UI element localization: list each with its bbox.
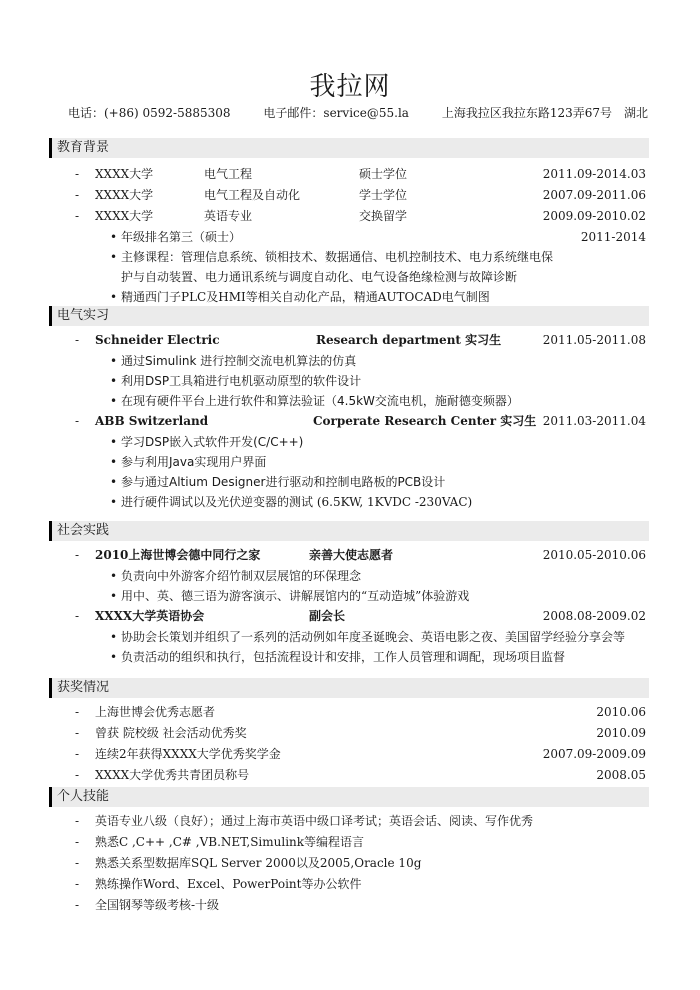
award-row bbox=[49, 744, 649, 765]
award-text: XXXX大学优秀共青团员称号 bbox=[95, 768, 250, 782]
bullet-dot: • bbox=[110, 354, 118, 368]
skill-row bbox=[49, 811, 649, 832]
bullet-dot: • bbox=[110, 589, 118, 603]
date: 2011.09-2014.03 bbox=[542, 167, 646, 181]
section-title-skills: 个人技能 bbox=[49, 787, 649, 807]
list-item bbox=[49, 492, 649, 512]
list-item bbox=[49, 452, 649, 472]
award-text: 上海世博会优秀志愿者 bbox=[95, 705, 216, 719]
section-internship bbox=[49, 306, 649, 512]
dash: - bbox=[75, 726, 80, 740]
organization: 2010上海世博会德中同行之家 bbox=[95, 548, 261, 562]
bullet-dot: • bbox=[110, 230, 118, 244]
dash: - bbox=[75, 814, 80, 828]
date: 2007.09-2009.09 bbox=[542, 747, 646, 761]
major: 电气工程及自动化 bbox=[204, 188, 301, 202]
dash: - bbox=[75, 414, 80, 428]
education-row bbox=[49, 185, 649, 206]
bullet-text: 参与利用Java实现用户界面 bbox=[121, 455, 267, 469]
dash: - bbox=[75, 167, 80, 181]
dash: - bbox=[75, 548, 80, 562]
bullet-text: 进行硬件调试以及光伏逆变器的测试 (6.5KW, 1KVDC -230VAC) bbox=[121, 495, 473, 509]
bullet-text: 精通西门子PLC及HMI等相关自动化产品，精通AUTOCAD电气制图 bbox=[121, 290, 490, 304]
bullet-dot: • bbox=[110, 250, 118, 264]
social-bullets bbox=[49, 627, 649, 667]
bullet-dot: • bbox=[110, 290, 118, 304]
date: 2010.06 bbox=[596, 705, 646, 719]
education-bullets bbox=[49, 227, 649, 307]
job-row bbox=[49, 330, 649, 351]
date: 2010.05-2010.06 bbox=[542, 548, 646, 562]
bullet-dot: • bbox=[110, 495, 118, 509]
section-awards bbox=[49, 678, 649, 786]
address: 上海我拉区我拉东路123弄67号 湖北 bbox=[441, 106, 648, 120]
organization: XXXX大学英语协会 bbox=[95, 609, 205, 623]
list-item bbox=[49, 627, 649, 647]
dash: - bbox=[75, 856, 80, 870]
degree: 交换留学 bbox=[359, 209, 408, 223]
social-row bbox=[49, 545, 649, 566]
bullet-dot: • bbox=[110, 630, 118, 644]
bullet-text: 负责活动的组织和执行，包括流程设计和安排，工作人员管理和调配，现场项目监督 bbox=[121, 650, 566, 664]
dash: - bbox=[75, 188, 80, 202]
list-item bbox=[49, 472, 649, 492]
bullet-text: 通过Simulink 进行控制交流电机算法的仿真 bbox=[121, 354, 357, 368]
date: 2011-2014 bbox=[580, 230, 646, 244]
date: 2011.05-2011.08 bbox=[542, 333, 646, 347]
list-item bbox=[49, 247, 649, 287]
award-row bbox=[49, 702, 649, 723]
phone: 电话：(+86) 0592-5885308 bbox=[68, 106, 231, 120]
section-title-social: 社会实践 bbox=[49, 521, 649, 541]
award-row bbox=[49, 765, 649, 786]
skill-text: 熟悉关系型数据库SQL Server 2000以及2005,Oracle 10g bbox=[95, 856, 422, 870]
dash: - bbox=[75, 209, 80, 223]
date: 2007.09-2011.06 bbox=[542, 188, 646, 202]
skill-text: 英语专业八级（良好）；通过上海市英语中级口译考试；英语会话、阅读、写作优秀 bbox=[95, 814, 534, 828]
degree: 学士学位 bbox=[359, 188, 408, 202]
school: XXXX大学 bbox=[95, 188, 154, 202]
section-skills bbox=[49, 787, 649, 916]
skill-row bbox=[49, 832, 649, 853]
social-bullets bbox=[49, 566, 649, 606]
list-item bbox=[49, 287, 649, 307]
school: XXXX大学 bbox=[95, 209, 154, 223]
skill-row bbox=[49, 874, 649, 895]
list-item bbox=[49, 432, 649, 452]
bullet-text: 学习DSP嵌入式软件开发(C/C++) bbox=[121, 435, 304, 449]
bullet-text: 用中、英、德三语为游客演示、讲解展馆内的“互动造城”体验游戏 bbox=[121, 589, 470, 603]
company: ABB Switzerland bbox=[95, 414, 209, 428]
company: Schneider Electric bbox=[95, 333, 220, 347]
section-education bbox=[49, 138, 649, 307]
school: XXXX大学 bbox=[95, 167, 154, 181]
role: 副会长 bbox=[309, 609, 346, 623]
section-title-education: 教育背景 bbox=[49, 138, 649, 158]
list-item bbox=[49, 351, 649, 371]
bullet-dot: • bbox=[110, 435, 118, 449]
bullet-text: 主修课程：管理信息系统、锁相技术、数据通信、电机控制技术、电力系统继电保护与自动装置、电力通讯系统与调度自动化、电气设备绝缘检测与故障诊断 bbox=[121, 250, 554, 284]
section-title-internship: 电气实习 bbox=[49, 306, 649, 326]
dash: - bbox=[75, 835, 80, 849]
job-row bbox=[49, 411, 649, 432]
major: 电气工程 bbox=[204, 167, 253, 181]
dash: - bbox=[75, 898, 80, 912]
list-item bbox=[49, 371, 649, 391]
list-item bbox=[49, 566, 649, 586]
contact-line bbox=[68, 104, 648, 121]
date: 2008.08-2009.02 bbox=[542, 609, 646, 623]
list-item bbox=[49, 391, 649, 411]
department: Corperate Research Center 实习生 bbox=[313, 414, 537, 428]
email: 电子邮件：service@55.la bbox=[263, 106, 409, 120]
dash: - bbox=[75, 747, 80, 761]
bullet-text: 利用DSP工具箱进行电机驱动原型的软件设计 bbox=[121, 374, 362, 388]
list-item bbox=[49, 227, 649, 247]
dash: - bbox=[75, 333, 80, 347]
award-row bbox=[49, 723, 649, 744]
section-social bbox=[49, 521, 649, 667]
degree: 硕士学位 bbox=[359, 167, 408, 181]
bullet-text: 参与通过Altium Designer进行驱动和控制电路板的PCB设计 bbox=[121, 475, 446, 489]
skill-row bbox=[49, 895, 649, 916]
bullet-dot: • bbox=[110, 394, 118, 408]
section-title-awards: 获奖情况 bbox=[49, 678, 649, 698]
list-item bbox=[49, 647, 649, 667]
date: 2009.09-2010.02 bbox=[542, 209, 646, 223]
job-bullets bbox=[49, 351, 649, 411]
major: 英语专业 bbox=[204, 209, 253, 223]
skill-text: 熟练操作Word、Excel、PowerPoint等办公软件 bbox=[95, 877, 362, 891]
dash: - bbox=[75, 705, 80, 719]
bullet-dot: • bbox=[110, 374, 118, 388]
skill-text: 熟悉C ,C++ ,C# ,VB.NET,Simulink等编程语言 bbox=[95, 835, 365, 849]
bullet-dot: • bbox=[110, 455, 118, 469]
job-bullets bbox=[49, 432, 649, 512]
bullet-dot: • bbox=[110, 569, 118, 583]
bullet-text: 年级排名第三（硕士） bbox=[121, 230, 242, 244]
date: 2008.05 bbox=[596, 768, 646, 782]
date: 2010.09 bbox=[596, 726, 646, 740]
bullet-text: 在现有硬件平台上进行软件和算法验证（4.5kW交流电机，施耐德变频器） bbox=[121, 394, 519, 408]
role: 亲善大使志愿者 bbox=[309, 548, 394, 562]
date: 2011.03-2011.04 bbox=[542, 414, 646, 428]
social-row bbox=[49, 606, 649, 627]
skill-text: 全国钢琴等级考核-十级 bbox=[95, 898, 220, 912]
dash: - bbox=[75, 768, 80, 782]
department: Research department 实习生 bbox=[316, 333, 502, 347]
list-item bbox=[49, 586, 649, 606]
bullet-dot: • bbox=[110, 650, 118, 664]
education-row bbox=[49, 164, 649, 185]
award-text: 曾获 院校级 社会活动优秀奖 bbox=[95, 726, 247, 740]
resume-name: 我拉网 bbox=[309, 72, 391, 102]
dash: - bbox=[75, 609, 80, 623]
bullet-dot: • bbox=[110, 475, 118, 489]
bullet-text: 协助会长策划并组织了一系列的活动例如年度圣诞晚会、英语电影之夜、美国留学经验分享会等 bbox=[121, 630, 626, 644]
award-text: 连续2年获得XXXX大学优秀奖学金 bbox=[95, 747, 281, 761]
bullet-text: 负责向中外游客介绍竹制双层展馆的环保理念 bbox=[121, 569, 362, 583]
skill-row bbox=[49, 853, 649, 874]
education-row bbox=[49, 206, 649, 227]
dash: - bbox=[75, 877, 80, 891]
